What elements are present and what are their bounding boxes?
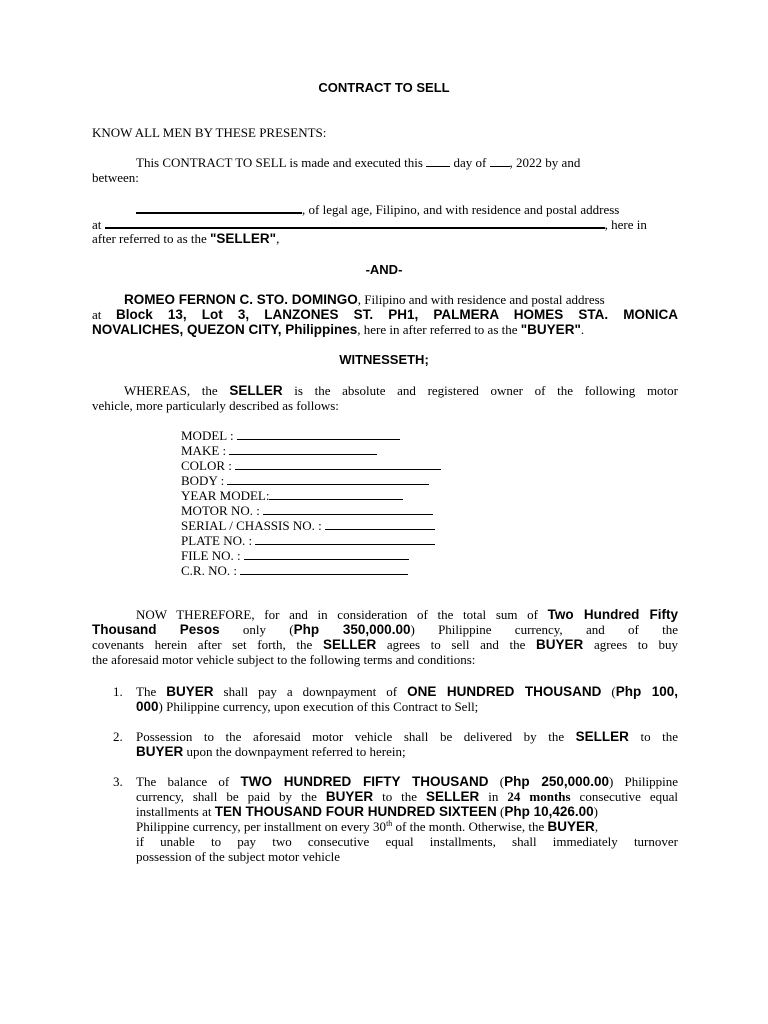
- field-year-model-label: YEAR MODEL:: [181, 488, 270, 503]
- term-2-line-2: [136, 744, 406, 759]
- whereas-text-b: is the absolute and registered owner of the following motor: [294, 383, 678, 398]
- buyer-address-2: NOVALICHES, QUEZON CITY, Philippines: [92, 322, 358, 337]
- seller-name-blank[interactable]: [136, 201, 302, 214]
- term-1-open: (: [611, 684, 616, 699]
- term-3-philippine: ) Philippine: [608, 774, 679, 789]
- field-body-blank[interactable]: [227, 473, 429, 485]
- field-cr-no: [181, 563, 408, 578]
- field-plate-no: [181, 533, 435, 548]
- term-2-line-2-rest: upon the downpayment referred to herein;: [186, 744, 406, 759]
- term-2-buyer: BUYER: [136, 744, 184, 759]
- term-3-installment-num: Php 10,426.00: [504, 804, 594, 819]
- field-make-blank[interactable]: [229, 443, 377, 455]
- term-1-number: 1.: [113, 684, 123, 699]
- term-3-seller: SELLER: [426, 789, 480, 804]
- term-2-line-1: [136, 729, 678, 744]
- term-3-in: in: [488, 789, 499, 804]
- term-3-amount-num: Php 250,000.00: [504, 774, 609, 789]
- term-3-l4-c: ,: [594, 819, 599, 834]
- day-blank[interactable]: [426, 155, 450, 167]
- intro-text-a: This CONTRACT TO SELL is made and executed this: [136, 155, 423, 170]
- term-3-installment-words: TEN THOUSAND FOUR HUNDRED SIXTEEN: [214, 804, 497, 819]
- term-3-number: 3.: [113, 774, 123, 789]
- seller-line-3-end: ,: [276, 231, 280, 246]
- seller-address-blank[interactable]: [105, 216, 605, 229]
- term-1-amount-num-1: Php 100,: [615, 684, 679, 699]
- intro-line-2: between:: [92, 170, 139, 185]
- term-3-line-3: [136, 804, 598, 819]
- term-2-text: Possession to the aforesaid motor vehicle shall be delivered by the: [136, 729, 565, 744]
- buyer-line-3-rest: , here in after referred to as the: [357, 322, 518, 337]
- term-3-buyer-2: BUYER: [547, 819, 595, 834]
- term-1-text: shall pay a downpayment of: [223, 684, 398, 699]
- seller-line-2: [92, 216, 647, 232]
- seller-here-in: , here in: [604, 217, 647, 232]
- term-3-buyer: BUYER: [325, 789, 374, 804]
- field-cr-no-blank[interactable]: [240, 563, 408, 575]
- now-therefore-l3-a: covenants herein after set forth, the: [92, 637, 313, 652]
- sum-words-2b: Pesos: [179, 622, 220, 637]
- buyer-line-1-rest: , Filipino and with residence and postal address: [357, 292, 605, 307]
- intro-day-of: day of: [453, 155, 487, 170]
- now-therefore-text-b: ) Philippine currency, and of the: [410, 622, 679, 637]
- whereas-line-2: vehicle, more particularly described as follows:: [92, 398, 339, 413]
- field-color-label: COLOR :: [181, 458, 236, 473]
- field-motor-no: [181, 503, 433, 518]
- buyer-at: at: [92, 307, 102, 322]
- field-motor-no-blank[interactable]: [263, 503, 433, 515]
- now-therefore-buyer: BUYER: [536, 637, 584, 652]
- field-serial-chassis-no-label: SERIAL / CHASSIS NO. :: [181, 518, 325, 533]
- term-1-the: The: [136, 684, 157, 699]
- buyer-line-3-end: .: [580, 322, 585, 337]
- now-therefore-line-4: the aforesaid motor vehicle subject to the following terms and conditions:: [92, 652, 476, 667]
- term-3-installments-at: installments at: [136, 804, 212, 819]
- term-1-amount-words: ONE HUNDRED THOUSAND: [407, 684, 602, 699]
- field-file-no: [181, 548, 409, 563]
- field-color: [181, 458, 441, 473]
- buyer-label: "BUYER": [520, 322, 581, 337]
- field-year-model-blank[interactable]: [269, 488, 403, 500]
- now-therefore-seller: SELLER: [322, 637, 377, 652]
- now-therefore-text-a: NOW THEREFORE, for and in consideration of the total sum of: [136, 607, 538, 622]
- term-2-seller: SELLER: [575, 729, 629, 744]
- field-file-no-label: FILE NO. :: [181, 548, 244, 563]
- field-body-label: BODY :: [181, 473, 228, 488]
- term-1-line-1: [136, 684, 678, 699]
- term-3-th: th: [386, 819, 393, 828]
- whereas-line-1: [124, 383, 678, 398]
- now-therefore-line-3: [92, 637, 678, 652]
- term-2-to-the: to the: [640, 729, 678, 744]
- field-motor-no-label: MOTOR NO. :: [181, 503, 264, 518]
- intro-line-1: [136, 155, 580, 170]
- seller-label: "SELLER": [210, 231, 277, 246]
- field-make-label: MAKE :: [181, 443, 230, 458]
- buyer-line-2: [92, 307, 678, 322]
- term-1-line-2: [136, 699, 478, 714]
- field-model-label: MODEL :: [181, 428, 237, 443]
- sum-number: Php 350,000.00: [293, 622, 411, 637]
- buyer-address-1: Block 13, Lot 3, LANZONES ST. PH1, PALMERA HOMES STA. MONICA: [116, 307, 679, 322]
- field-model: [181, 428, 400, 443]
- sum-words-2a: Thousand: [92, 622, 157, 637]
- now-therefore-l3-b: agrees to sell and the: [386, 637, 526, 652]
- term-3-line-1: [136, 774, 678, 789]
- intro-text-b: , 2022 by and: [509, 155, 581, 170]
- term-3-months: 24 months: [507, 789, 571, 804]
- term-3-amount-words: TWO HUNDRED FIFTY THOUSAND: [240, 774, 489, 789]
- seller-at: at: [92, 217, 102, 232]
- buyer-line-3: [92, 322, 584, 337]
- field-plate-no-label: PLATE NO. :: [181, 533, 256, 548]
- term-3-open: (: [499, 774, 505, 789]
- term-1-amount-num-2: 000: [136, 699, 159, 714]
- field-color-blank[interactable]: [235, 458, 441, 470]
- now-therefore-line-2: [92, 622, 678, 637]
- field-make: [181, 443, 377, 458]
- term-1-line-2-rest: ) Philippine currency, upon execution of this Contract to Sell;: [158, 699, 479, 714]
- term-3-close: ): [593, 804, 598, 819]
- field-serial-chassis-no: [181, 518, 435, 533]
- seller-line-3-text: after referred to as the: [92, 231, 207, 246]
- whereas-text-a: WHEREAS, the: [124, 383, 218, 398]
- term-1-buyer: BUYER: [166, 684, 214, 699]
- term-3-line-5: if unable to pay two consecutive equal installments, shall immediately turnover: [136, 834, 678, 849]
- field-body: [181, 473, 429, 488]
- term-3-balance-of: The balance of: [136, 774, 230, 789]
- field-cr-no-label: C.R. NO. :: [181, 563, 241, 578]
- now-therefore-line-1: [136, 607, 678, 622]
- term-3-open-2: (: [499, 804, 505, 819]
- seller-line-3: [92, 231, 279, 246]
- field-year-model: [181, 488, 403, 503]
- month-blank[interactable]: [490, 155, 510, 167]
- witnesseth-heading: WITNESSETH;: [339, 352, 429, 367]
- now-therefore-l3-c: agrees to buy: [593, 637, 679, 652]
- sum-words-1: Two Hundred Fifty: [547, 607, 678, 622]
- field-serial-chassis-no-blank[interactable]: [325, 518, 435, 530]
- and-separator: -AND-: [365, 262, 403, 277]
- term-3-line-4: [136, 819, 598, 834]
- document-title: CONTRACT TO SELL: [318, 80, 450, 95]
- field-plate-no-blank[interactable]: [255, 533, 435, 545]
- term-3-line-2: [136, 789, 678, 804]
- seller-line-1-text: , of legal age, Filipino, and with residence and postal address: [302, 202, 620, 217]
- preamble: KNOW ALL MEN BY THESE PRESENTS:: [92, 125, 327, 140]
- field-file-no-blank[interactable]: [244, 548, 409, 560]
- term-3-to-the: to the: [382, 789, 418, 804]
- buyer-name: ROMEO FERNON C. STO. DOMINGO: [124, 292, 358, 307]
- term-3-l2-b: consecutive equal: [579, 789, 679, 804]
- term-3-l4-b: of the month. Otherwise, the: [395, 819, 545, 834]
- term-2-number: 2.: [113, 729, 123, 744]
- whereas-seller: SELLER: [229, 383, 283, 398]
- seller-line-1: [136, 201, 619, 217]
- buyer-line-1: [124, 292, 605, 307]
- field-model-blank[interactable]: [237, 428, 400, 440]
- now-therefore-only: only (: [242, 622, 294, 637]
- term-3-line-6: possession of the subject motor vehicle: [136, 849, 340, 864]
- term-3-l4-a: Philippine currency, per installment on every 30: [136, 819, 387, 834]
- term-3-l2-a: currency, shall be paid by the: [136, 789, 317, 804]
